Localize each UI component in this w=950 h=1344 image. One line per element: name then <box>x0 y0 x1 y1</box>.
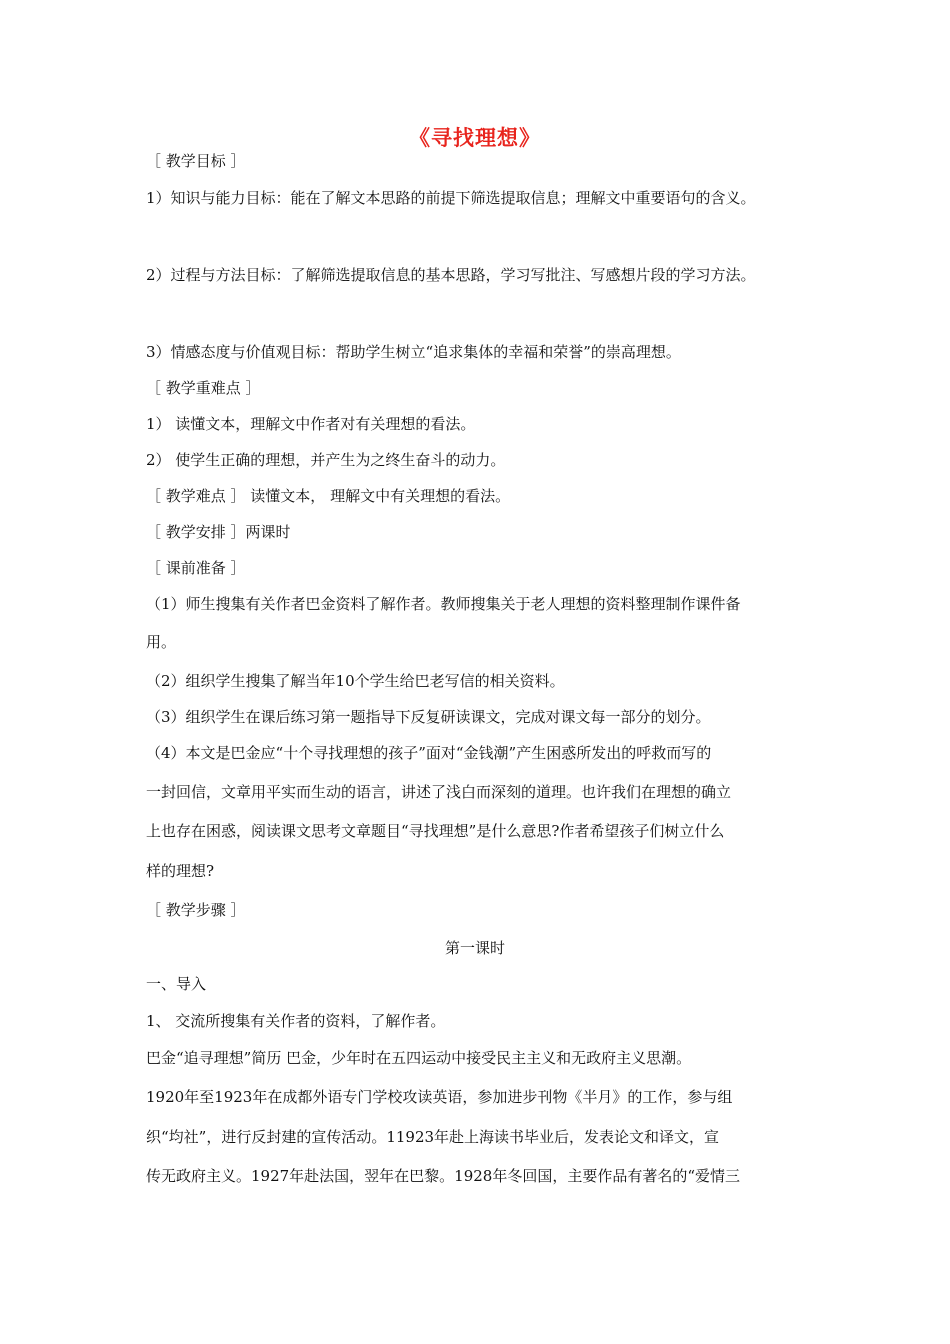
prep-4-line-1: （4）本文是巴金应“十个寻找理想的孩子”面对“金钱潮”产生困惑所发出的呼救而写的 <box>146 744 712 762</box>
key-point-1: 1） 读懂文本，理解文中作者对有关理想的看法。 <box>146 415 476 433</box>
heading-teaching-goals: ［ 教学目标 ］ <box>146 152 246 170</box>
prep-1-line-2: 用。 <box>146 633 177 651</box>
prep-4-line-4: 样的理想? <box>146 862 215 880</box>
heading-key-difficulties: ［ 教学重难点 ］ <box>146 379 261 397</box>
heading-arrangement: ［ 教学安排 ］两课时 <box>146 523 291 541</box>
prep-4-line-2: 一封回信，文章用平实而生动的语言，讲述了浅白而深刻的道理。也许我们在理想的确立 <box>146 783 732 801</box>
heading-difficulties: ［ 教学难点 ］ 读懂文本， 理解文中有关理想的看法。 <box>146 487 511 505</box>
goal-2: 2）过程与方法目标：了解筛选提取信息的基本思路，学习写批注、写感想片段的学习方法。 <box>146 266 756 284</box>
prep-4-line-3: 上也存在困惑，阅读课文思考文章题目“寻找理想”是什么意思?作者希望孩子们树立什么 <box>146 822 725 840</box>
bio-line-2: 1920年至1923年在成都外语专门学校攻读英语，参加进步刊物《半月》的工作，参与组 <box>146 1088 733 1106</box>
bio-line-1: 巴金“追寻理想”简历 巴金，少年时在五四运动中接受民主主义和无政府主义思潮。 <box>146 1049 692 1067</box>
key-point-2: 2） 使学生正确的理想，并产生为之终生奋斗的动力。 <box>146 451 506 469</box>
bio-line-4: 传无政府主义。1927年赴法国，翌年在巴黎。1928年冬回国，主要作品有著名的“爱情三 <box>146 1167 741 1185</box>
document-title: 《寻找理想》 <box>409 125 541 150</box>
heading-teaching-steps: ［ 教学步骤 ］ <box>146 901 246 919</box>
step-intro: 一、导入 <box>146 975 207 993</box>
prep-3: （3）组织学生在课后练习第一题指导下反复研读课文，完成对课文每一部分的划分。 <box>146 708 711 726</box>
heading-preparation: ［ 课前准备 ］ <box>146 559 246 577</box>
goal-1: 1）知识与能力目标：能在了解文本思路的前提下筛选提取信息；理解文中重要语句的含义。 <box>146 189 756 207</box>
step-intro-item-1: 1、 交流所搜集有关作者的资料，了解作者。 <box>146 1012 446 1030</box>
section-heading-first-lesson: 第一课时 <box>444 939 505 957</box>
prep-2: （2）组织学生搜集了解当年10个学生给巴老写信的相关资料。 <box>146 672 565 690</box>
bio-line-3: 织“均社”，进行反封建的宣传活动。11923年赴上海读书毕业后，发表论文和译文，宣 <box>146 1128 720 1146</box>
goal-3: 3）情感态度与价值观目标：帮助学生树立“追求集体的幸福和荣誉”的崇高理想。 <box>146 343 681 361</box>
prep-1-line-1: （1）师生搜集有关作者巴金资料了解作者。教师搜集关于老人理想的资料整理制作课件备 <box>146 595 741 613</box>
